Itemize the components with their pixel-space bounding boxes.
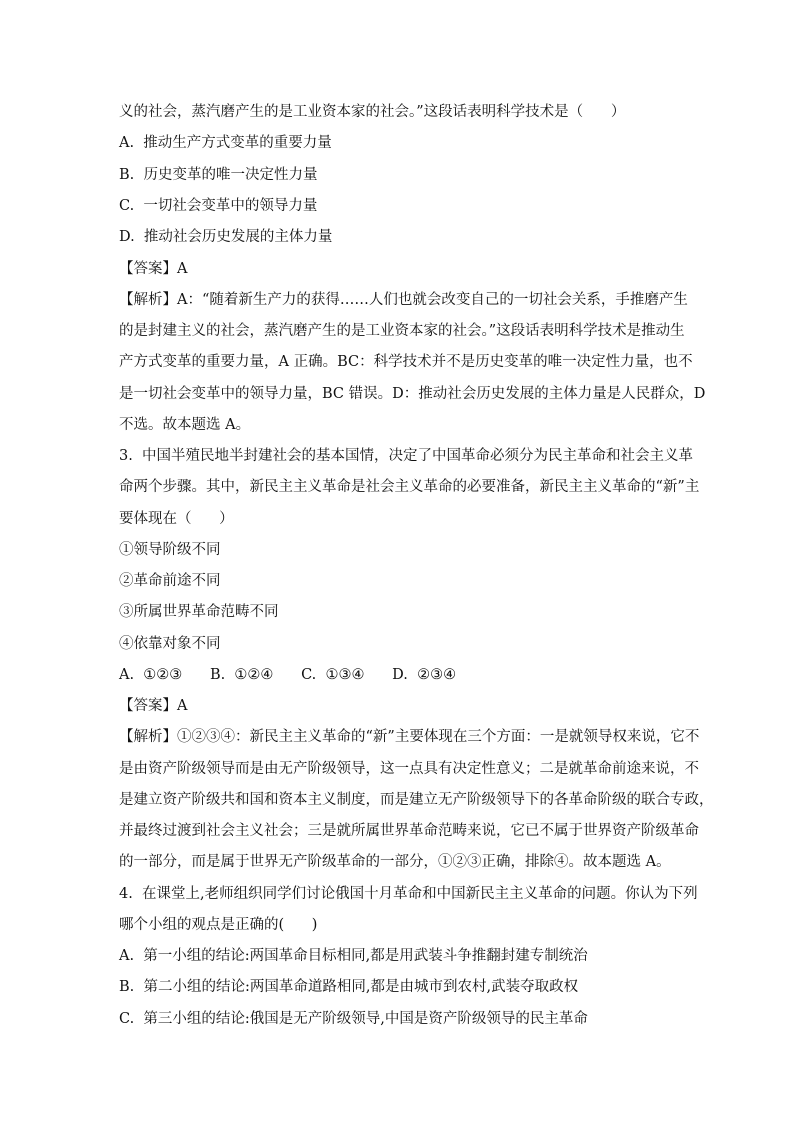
analysis-line: 产方式变革的重要力量，A 正确。BC：科学技术并不是历史变革的唯一决定性力量，也不 — [119, 354, 693, 370]
question-3-stem: 要体现在（ ） — [119, 511, 234, 527]
option-a: A. 第一小组的结论:两国革命目标相同,都是用武装斗争推翻封建专制统治 — [119, 948, 588, 964]
statement-2: ②革命前途不同 — [119, 573, 221, 589]
question-4-stem: 哪个小组的观点是正确的( ) — [119, 917, 318, 933]
statement-1: ①领导阶级不同 — [119, 542, 221, 558]
analysis-line: 的是封建主义的社会，蒸汽磨产生的是工业资本家的社会。”这段话表明科学技术是推动生 — [119, 323, 685, 339]
option-c: C. 一切社会变革中的领导力量 — [119, 198, 318, 214]
analysis-line: 是建立资产阶级共和国和资本主义制度，而是建立无产阶级领导下的各革命阶级的联合专政， — [119, 792, 714, 808]
option-a: A. 推动生产方式变革的重要力量 — [119, 135, 332, 151]
analysis-line: 【解析】A：“随着新生产力的获得……人们也就会改变自己的一切社会关系，手推磨产生 — [119, 292, 688, 308]
question-2-stem-end: 义的社会，蒸汽磨产生的是工业资本家的社会。”这段话表明科学技术是（ ） — [119, 104, 626, 120]
analysis-line: 是由资产阶级领导而是由无产阶级领导，这一点具有决定性意义；二是就革命前途来说，不 — [119, 761, 699, 777]
answer-line: 【答案】A — [119, 698, 188, 714]
analysis-line: 的一部分，而是属于世界无产阶级革命的一部分，①②③正确，排除④。故本题选 A。 — [119, 854, 671, 870]
question-3-stem: 3. 中国半殖民地半封建社会的基本国情，决定了中国革命必须分为民主革命和社会主义革 — [119, 448, 694, 464]
analysis-line: 并最终过渡到社会主义社会；三是就所属世界革命范畴来说，它已不属于世界资产阶级革命 — [119, 823, 699, 839]
answer-line: 【答案】A — [119, 261, 188, 277]
analysis-line: 【解析】①②③④：新民主主义革命的“新”主要体现在三个方面：一是就领导权来说，它不 — [119, 729, 700, 745]
statement-3: ③所属世界革命范畴不同 — [119, 604, 279, 620]
analysis-line: 是一切社会变革中的领导力量，BC 错误。D：推动社会历史发展的主体力量是人民群众，D — [119, 386, 706, 402]
options-line: A. ①②③ B. ①②④ C. ①③④ D. ②③④ — [119, 667, 457, 683]
statement-4: ④依靠对象不同 — [119, 636, 221, 652]
option-c: C. 第三小组的结论:俄国是无产阶级领导,中国是资产阶级领导的民主革命 — [119, 1011, 588, 1027]
question-4-stem: 4. 在课堂上,老师组织同学们讨论俄国十月革命和中国新民主主义革命的问题。你认为下列 — [119, 886, 698, 902]
option-b: B. 历史变革的唯一决定性力量 — [119, 167, 318, 183]
question-3-stem: 命两个步骤。其中，新民主主义革命是社会主义革命的必要准备，新民主主义革命的“新”主 — [119, 479, 700, 495]
option-d: D. 推动社会历史发展的主体力量 — [119, 229, 333, 245]
analysis-line: 不选。故本题选 A。 — [119, 417, 251, 433]
option-b: B. 第二小组的结论:两国革命道路相同,都是由城市到农村,武装夺取政权 — [119, 979, 579, 995]
